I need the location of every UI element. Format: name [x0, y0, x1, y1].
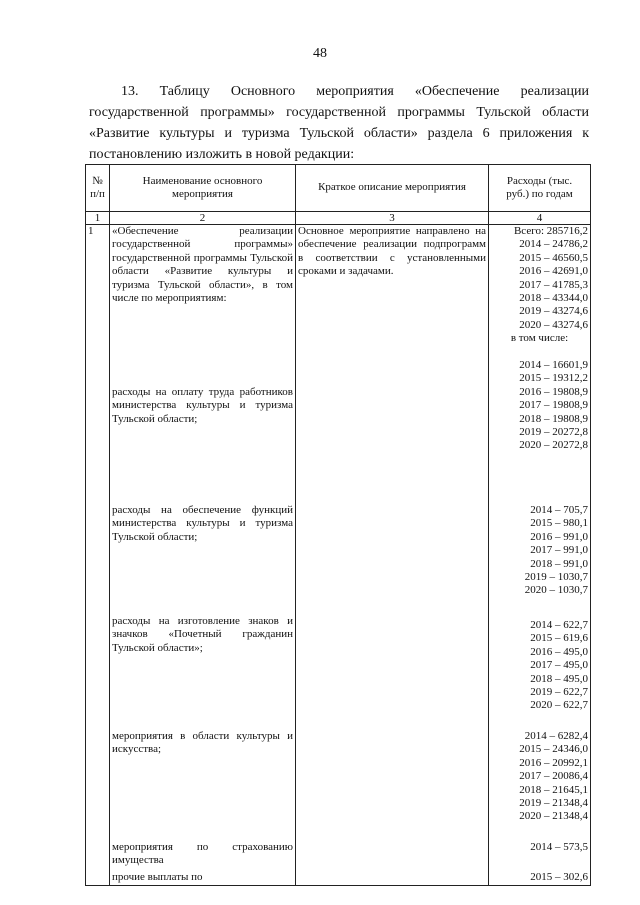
block-1-name: расходы на оплату труда работников министерства культуры и туризма Тульской области; — [112, 386, 293, 425]
value: 2017 – 991,0 — [530, 544, 588, 557]
block-6-values — [491, 871, 588, 885]
row-number: 1 — [86, 225, 110, 886]
value: 2020 – 43274,6 — [519, 318, 588, 331]
value: 2014 – 16601,9 — [519, 359, 588, 371]
block-3-values — [491, 619, 588, 730]
expenses-cell — [489, 225, 591, 886]
block-1-values — [491, 359, 588, 504]
value: 2019 – 43274,6 — [519, 305, 588, 318]
value: 2018 – 19808,9 — [519, 412, 588, 425]
value: 2015 – 46560,5 — [519, 251, 588, 264]
col-number-1: 1 — [86, 212, 110, 225]
expenses-table — [85, 164, 591, 886]
value: 2019 – 622,7 — [530, 686, 588, 699]
value: 2016 – 495,0 — [530, 645, 588, 658]
value: 2016 – 42691,0 — [519, 265, 588, 278]
value: 2020 – 622,7 — [530, 699, 588, 712]
value: 2015 – 619,6 — [530, 632, 588, 645]
header-name: Наименование основного мероприятия — [110, 165, 296, 212]
column-number-row — [86, 212, 591, 225]
value: 2020 – 21348,4 — [519, 810, 588, 823]
block-4-name: мероприятия в области культуры и искусства; — [112, 730, 293, 756]
block-3-name: расходы на изготовление знаков и значков «Почетный гражданин Тульской области»; — [112, 615, 293, 654]
value: Всего: 285716,2 — [513, 225, 588, 237]
value: 2014 – 705,7 — [530, 504, 588, 516]
event-names-cell — [110, 225, 296, 886]
table-header-row — [86, 165, 591, 212]
value: 2020 – 20272,8 — [519, 439, 588, 452]
value: 2018 – 43344,0 — [519, 292, 588, 305]
table-row — [86, 225, 591, 886]
value: 2016 – 19808,9 — [519, 385, 588, 398]
header-num: № п/п — [86, 165, 110, 212]
value: 2017 – 20086,4 — [519, 770, 588, 783]
header-desc: Краткое описание мероприятия — [296, 165, 489, 212]
value: 2019 – 1030,7 — [524, 571, 588, 584]
block-2-name: расходы на обеспечение функций министерства культуры и туризма Тульской области; — [112, 504, 293, 543]
value: 2019 – 20272,8 — [519, 426, 588, 439]
value: 2017 – 41785,3 — [519, 278, 588, 291]
header-expenses: Расходы (тыс. руб.) по годам — [489, 165, 591, 212]
value: 2014 – 24786,2 — [519, 238, 588, 251]
block-2-values — [491, 504, 588, 619]
value: 2016 – 20992,1 — [519, 756, 588, 769]
value: 2015 – 302,6 — [530, 871, 588, 883]
intro-paragraph: 13. Таблицу Основного мероприятия «Обеспечение реализации государственной программы» государственной программы Тульской области «Развитие культуры и туризма Тульской области» раздела 6 приложения к постановлению изложить в новой редакции: — [89, 84, 589, 162]
value: 2018 – 21645,1 — [519, 783, 588, 796]
value: 2015 – 980,1 — [530, 517, 588, 530]
value: 2014 – 573,5 — [530, 841, 588, 853]
value: 2017 – 495,0 — [530, 659, 588, 672]
value: 2015 – 24346,0 — [519, 743, 588, 756]
block-4-values — [491, 730, 588, 841]
value: 2016 – 991,0 — [530, 530, 588, 543]
value: 2014 – 622,7 — [530, 619, 588, 631]
value: 2020 – 1030,7 — [524, 584, 588, 597]
value-subheading: в том числе: — [510, 332, 569, 345]
page-number: 48 — [313, 46, 327, 61]
block-0-name: «Обеспечение реализации государственной программы» государственной программы Тульской области «Развитие культуры и туризма Тульской области», в том числе по мероприятиям: — [112, 225, 293, 305]
block-5-values — [491, 841, 588, 871]
col-number-3: 3 — [296, 212, 489, 225]
col-number-2: 2 — [110, 212, 296, 225]
value: 2014 – 6282,4 — [524, 730, 588, 742]
block-5-name: мероприятия по страхованию имущества — [112, 841, 293, 867]
block-0-values — [491, 225, 588, 359]
value: 2018 – 495,0 — [530, 672, 588, 685]
value: 2018 – 991,0 — [530, 557, 588, 570]
value: 2015 – 19312,2 — [519, 372, 588, 385]
block-6-name: прочие выплаты по — [112, 871, 203, 883]
value: 2017 – 19808,9 — [519, 399, 588, 412]
col-number-4: 4 — [489, 212, 591, 225]
description-cell: Основное мероприятие направлено на обеспечение реализации подпрограмм в соответствии с установленными сроками и задачами. — [296, 225, 489, 886]
value: 2019 – 21348,4 — [519, 797, 588, 810]
